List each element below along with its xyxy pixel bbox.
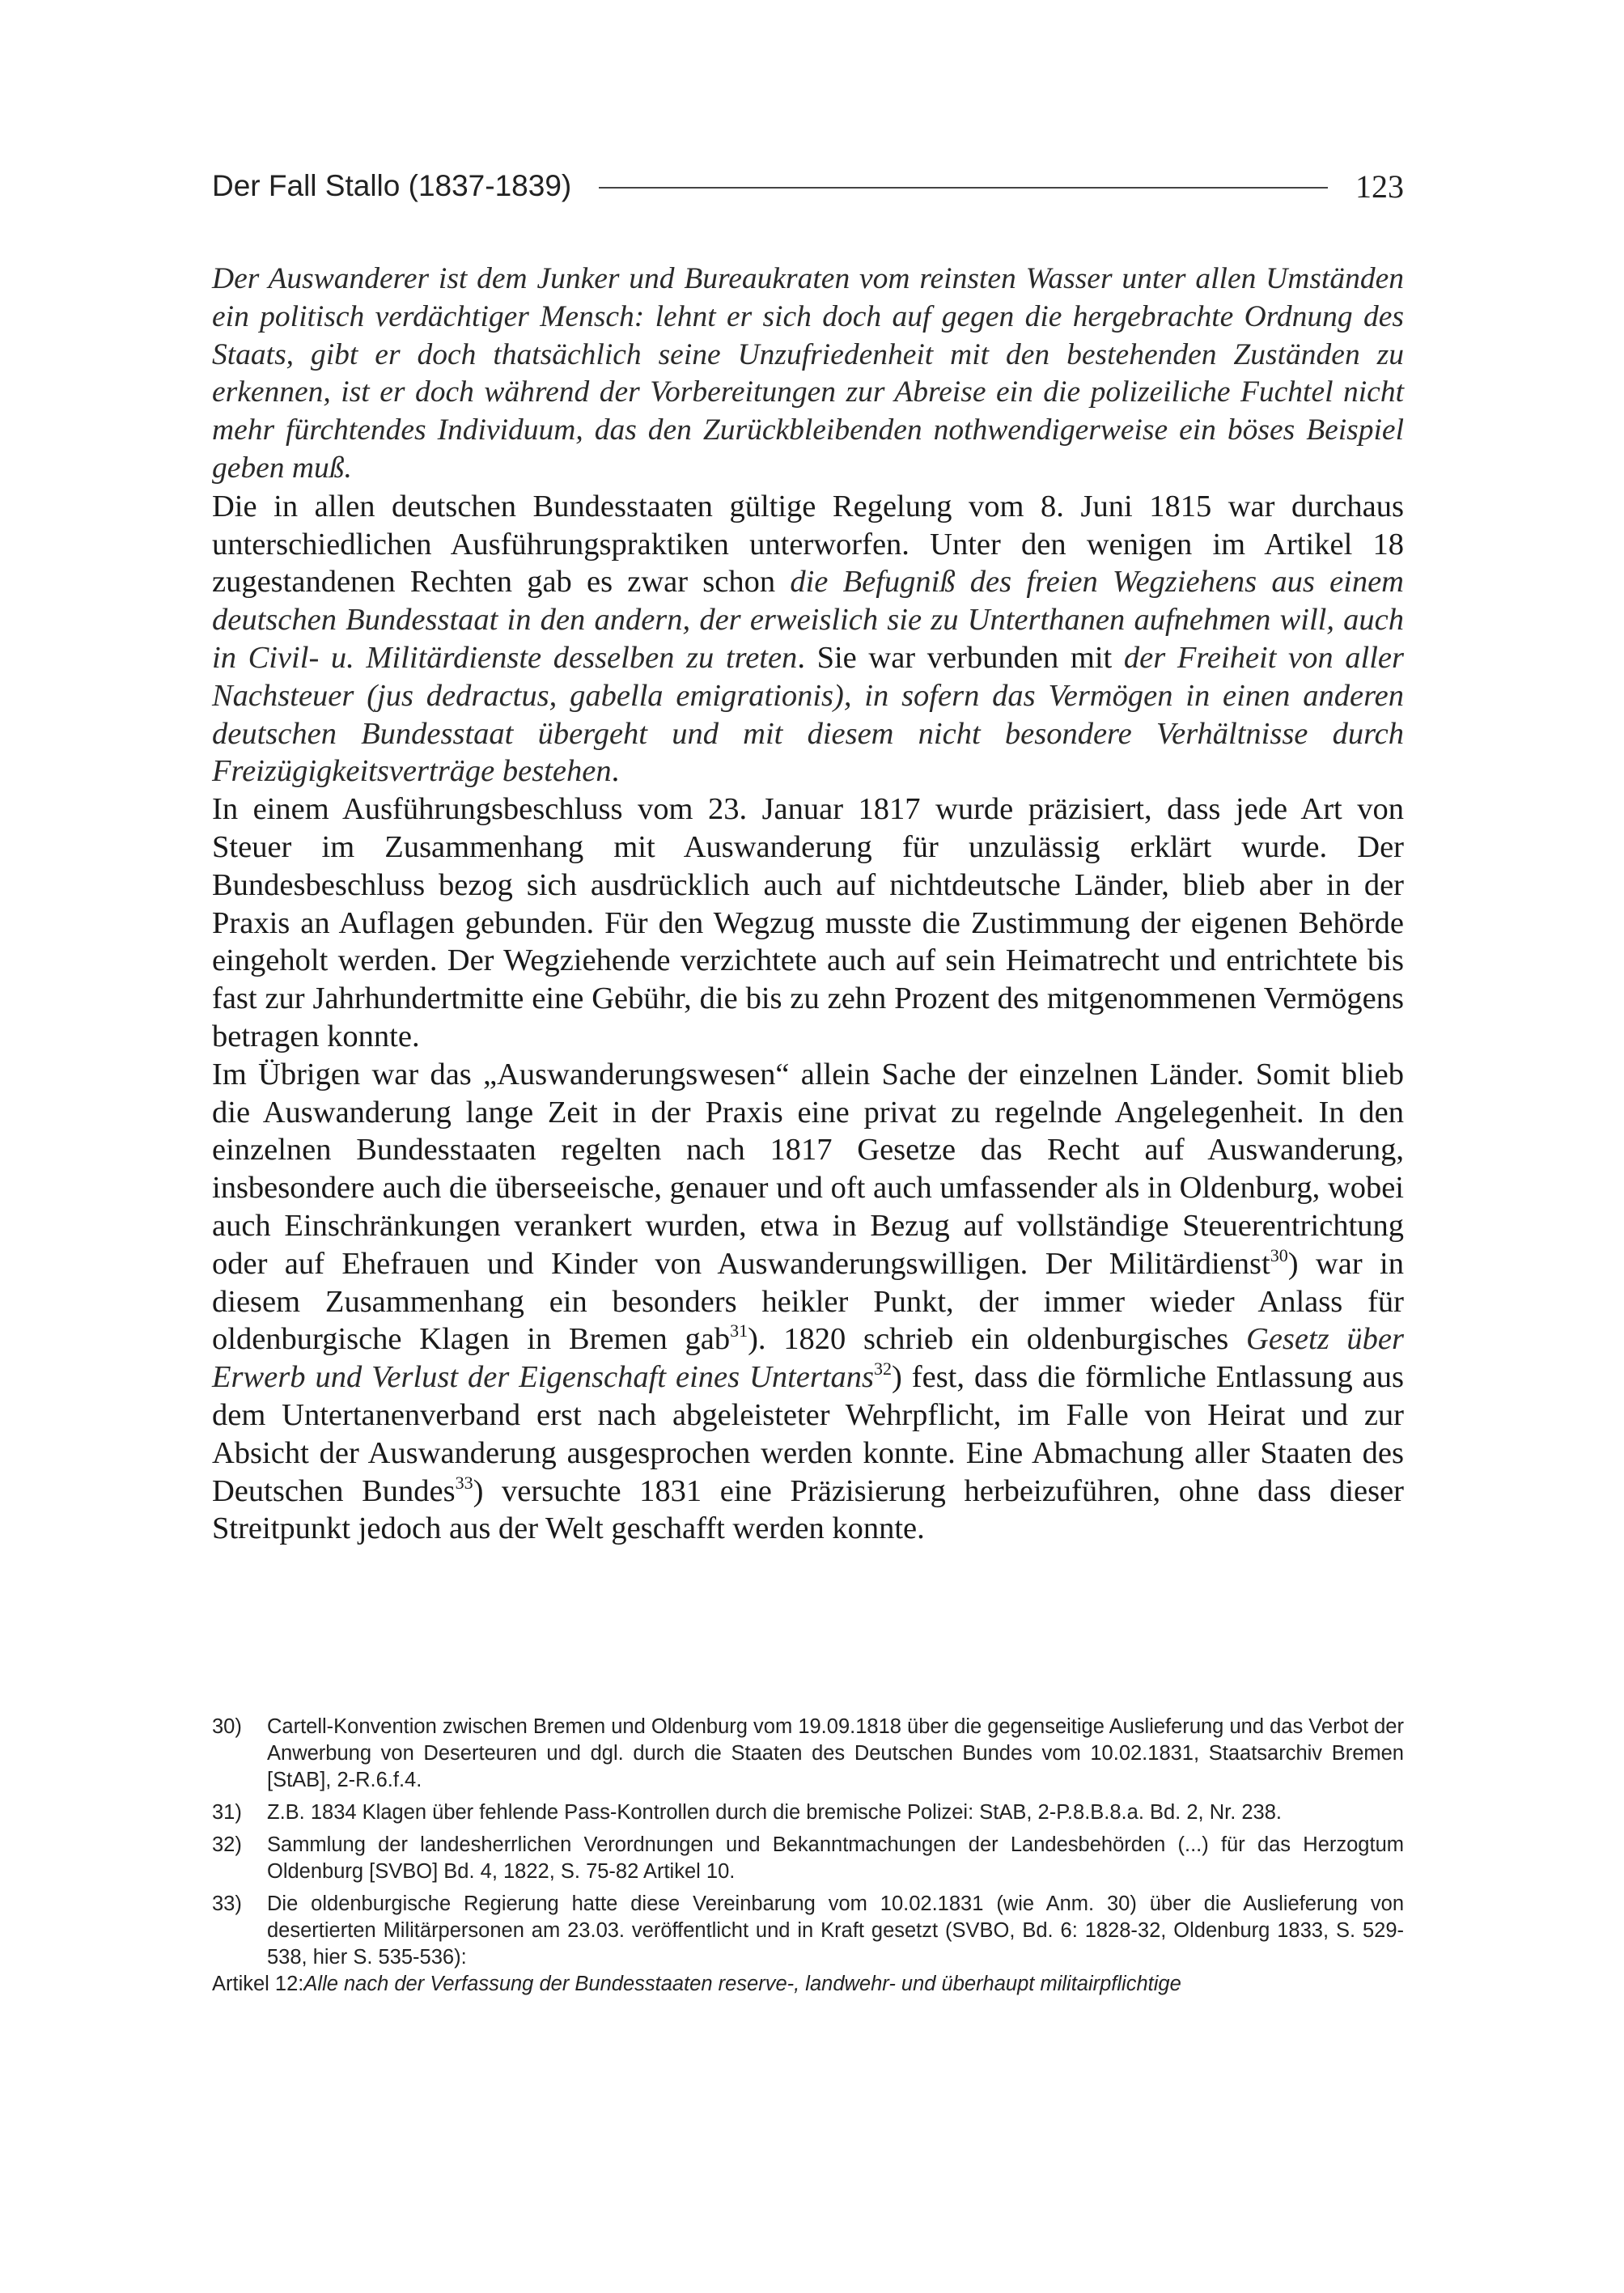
footnote-32: [212, 1832, 1404, 1885]
header-rule: [599, 187, 1328, 189]
footnote-text: Z.B. 1834 Klagen über fehlende Pass-Kontrollen durch die bremische Polizei: StAB, 2-P.8.B.8.a. Bd. 2, Nr. 238.: [267, 1801, 1283, 1824]
footnote-33-continuation: [212, 1971, 1404, 1998]
paragraph-1-text: Die in allen deutschen Bundesstaaten gültige Regelung vom 8. Juni 1815 war durchaus unterschiedlichen Ausführungspraktiken unterworfen. Unter den wenigen im Artikel 18 zugestandenen Rechten gab es zwar schon: [212, 489, 1404, 600]
main-text: [212, 261, 1404, 1548]
paragraph-1: [212, 488, 1404, 790]
page-number: 123: [1355, 167, 1404, 205]
paragraph-3-text: Im Übrigen war das „Auswanderungswesen“ allein Sache der einzelnen Länder. Somit blieb die Auswanderung lange Zeit in der Praxis eine privat zu regelnde Angelegenheit. In den einzelnen Bundesstaaten regelten nach 1817 Gesetze das Recht auf Auswanderung, insbesondere auch die überseeische, genauer und oft auch umfassender als in Oldenburg, wobei auch Einschränkungen verankert wurden, etwa in Bezug auf vollständige Steuerentrichtung oder auf Ehefrauen und Kinder von Auswanderungswilligen. Der Militärdienst: [212, 1057, 1404, 1281]
footnote-text: Cartell-Konvention zwischen Bremen und Oldenburg vom 19.09.1818 über die gegenseitige Auslieferung und das Verbot der Anwerbung von Deserteuren und dgl. durch die Staaten des Deutschen Bundes vom 10.02.1831, Staatsarchiv Bremen [StAB], 2-R.6.f.4.: [267, 1715, 1404, 1791]
footnote-number: 30): [212, 1715, 242, 1738]
footnote-ref-31[interactable]: 31: [730, 1320, 748, 1341]
paragraph-3-text: ) versuchte 1831 eine Präzisierung herbeizuführen, ohne dass dieser Streitpunkt jedoch aus der Welt geschafft werden konnte.: [212, 1473, 1405, 1546]
law-title: Gesetz über Erwerb und Verlust der Eigenschaft eines Untertans: [212, 1322, 1404, 1395]
quoted-nachsteuer: der Freiheit von aller Nachsteuer (jus dedractus, gabella emigrationis), in sofern das Vermögen in einen anderen deutschen Bundesstaat übergeht und mit diesem nicht besondere Verhältnisse durch Freizügigkeitsverträge bestehen: [212, 640, 1404, 789]
footnote-31: [212, 1799, 1404, 1826]
paragraph-1-text: . Sie war verbunden mit: [797, 640, 1124, 675]
paragraph-1-text: .: [611, 754, 620, 789]
footnote-text: Die oldenburgische Regierung hatte diese Vereinbarung vom 10.02.1831 (wie Anm. 30) über die Auslieferung von desertierten Militärpersonen am 23.03. veröffentlicht und in Kraft gesetzt (SVBO, Bd. 6: 1828-32, Oldenburg 1833, S. 529-538, hier S. 535-536):: [267, 1892, 1404, 1969]
paragraph-3-text: ) fest, dass die förmliche Entlassung aus dem Untertanenverband erst nach abgeleisteter Wehrpflicht, im Falle von Heirat und zur Absicht der Auswanderung ausgesprochen werden konnte. Eine Abmachung aller Staaten des Deutschen Bundes: [212, 1360, 1404, 1508]
block-quote: Der Auswanderer ist dem Junker und Bureaukraten vom reinsten Wasser unter allen Umständen ein politisch verdächtiger Mensch: lehnt er sich doch auf gegen die hergebrachte Ordnung des Staats, gibt er doch thatsächlich seine Unzufriedenheit mit den bestehenden Zuständen zu erkennen, ist er doch während der Vorbereitungen zur Abreise ein die polizeiliche Fuchtel nicht mehr fürchtendes Individuum, das den Zurückbleibenden nothwendigerweise ein böses Beispiel geben muß.: [212, 262, 1404, 485]
paragraph-2: In einem Ausführungsbeschluss vom 23. Januar 1817 wurde präzisiert, dass jede Art von Steuer im Zusammenhang mit Auswanderung für unzulässig erklärt wurde. Der Bundesbeschluss bezog sich ausdrücklich auch auf nichtdeutsche Länder, blieb aber in der Praxis an Auflagen gebunden. Für den Wegzug musste die Zustimmung der eigenen Behörde eingeholt werden. Der Wegziehende verzichtete auch auf sein Heimatrecht und entrichtete bis fast zur Jahrhundertmitte eine Gebühr, die bis zu zehn Prozent des mitgenommenen Vermögens betragen konnte.: [212, 792, 1404, 1053]
footnote-number: 33): [212, 1892, 242, 1915]
footnote-30: [212, 1714, 1404, 1794]
footnotes: [212, 1714, 1404, 2003]
footnote-33: [212, 1891, 1404, 1971]
paragraph-3-text: ) war in diesem Zusammenhang ein besonders heikler Punkt, der immer wieder Anlass für oldenburgische Klagen in Bremen gab: [212, 1246, 1404, 1357]
article-quote: Alle nach der Verfassung der Bundesstaaten reserve-, landwehr- und überhaupt militairpflichtige: [303, 1973, 1181, 1995]
quoted-article-18: die Befugniß des freien Wegziehens aus einem deutschen Bundesstaat in den andern, der erweislich sie zu Unterthanen aufnehmen will, auch in Civil- u. Militärdienste desselben zu treten: [212, 565, 1404, 675]
paragraph-3: [212, 1056, 1404, 1548]
footnote-text: Sammlung der landesherrlichen Verordnungen und Bekanntmachungen der Landesbehörden (...) für das Herzogtum Oldenburg [SVBO] Bd. 4, 1822, S. 75-82 Artikel 10.: [267, 1833, 1404, 1883]
footnote-ref-33[interactable]: 33: [455, 1472, 473, 1493]
footnote-number: 31): [212, 1801, 242, 1824]
article-label: Artikel 12:: [212, 1973, 304, 1995]
paragraph-3-text: ). 1820 schrieb ein oldenburgisches: [748, 1322, 1247, 1357]
running-header: [212, 163, 1404, 209]
footnote-ref-30[interactable]: 30: [1270, 1244, 1288, 1265]
footnote-ref-32[interactable]: 32: [874, 1358, 893, 1380]
footnote-number: 32): [212, 1833, 242, 1856]
running-title: Der Fall Stallo (1837-1839): [212, 169, 572, 202]
